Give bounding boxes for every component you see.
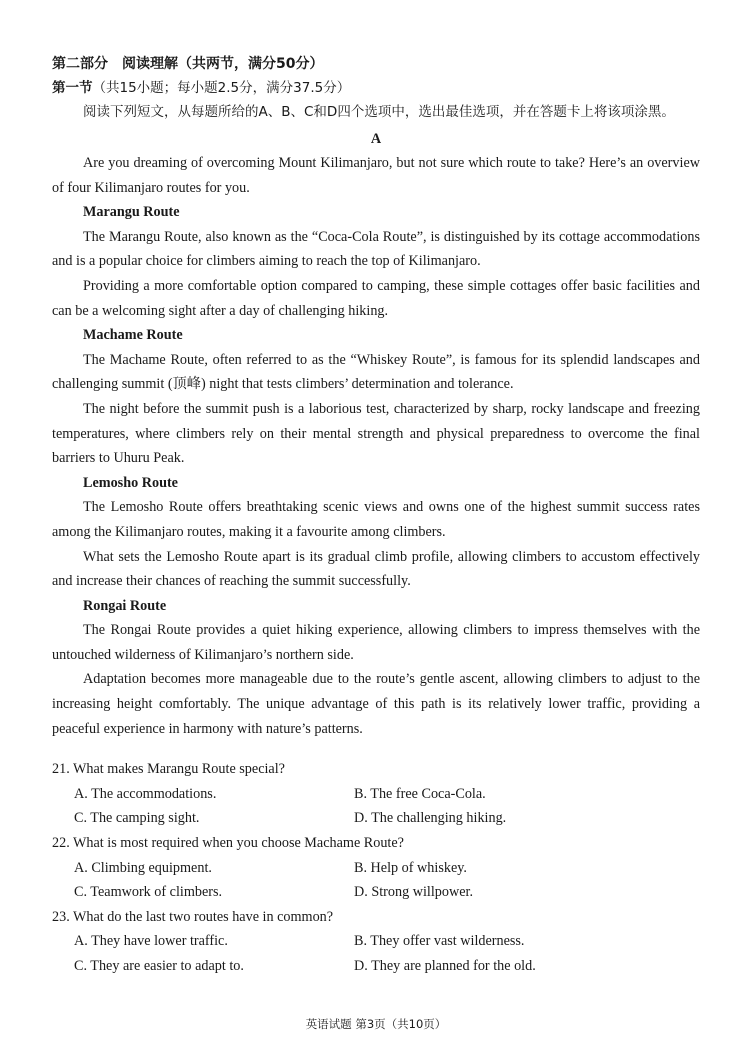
option-c: C. Teamwork of climbers.: [74, 884, 223, 901]
option-row: [52, 856, 700, 881]
route-section: [52, 594, 700, 742]
part-heading: 第二部分 阅读理解（共两节，满分50分）: [52, 56, 324, 72]
route-paragraph: The Lemosho Route offers breathtaking scenic views and owns one of the highest summit success rates among the Kilimanjaro routes, making it a favourite among climbers.: [52, 499, 700, 540]
section-title: 第一节: [52, 80, 93, 96]
page-footer: 英语试题 第3页（共10页）: [305, 1017, 447, 1031]
route-title: Lemosho Route: [83, 474, 178, 491]
route-title: Rongai Route: [83, 597, 167, 614]
section-heading: [52, 76, 700, 100]
route-paragraph: What sets the Lemosho Route apart is its gradual climb profile, allowing climbers to accustom effectively and increase their chances of reaching the summit successfully.: [52, 548, 700, 590]
option-row: [52, 954, 700, 979]
route-title: Marangu Route: [83, 204, 180, 221]
option-d: D. Strong willpower.: [354, 884, 474, 901]
route-section: [52, 471, 700, 594]
question-stem: 23. What do the last two routes have in common?: [52, 908, 334, 925]
route-paragraph: The night before the summit push is a laborious test, characterized by sharp, rocky landscape and freezing temperatures, where climbers rely on their mental strength and physical preparedness to overcome the final barriers to Uhuru Peak.: [52, 400, 700, 467]
instructions: 阅读下列短文，从每题所给的A、B、C和D四个选项中，选出最佳选项，并在答题卡上将该项涂黑。: [83, 104, 675, 120]
option-a: A. Climbing equipment.: [74, 859, 212, 876]
option-d: D. The challenging hiking.: [354, 810, 507, 827]
option-a: A. They have lower traffic.: [74, 933, 228, 950]
option-b: B. The free Coca-Cola.: [354, 785, 486, 802]
option-b: B. Help of whiskey.: [354, 859, 467, 876]
option-row: [52, 929, 700, 954]
route-paragraph: Adaptation becomes more manageable due to the route’s gentle ascent, allowing climbers to adjust to the increasing height comfortably. The unique advantage of this path is its relatively lower traffic, providing a peaceful experience in harmony with nature’s patterns.: [52, 671, 700, 737]
route-title: Machame Route: [83, 327, 183, 344]
route-paragraph: The Rongai Route provides a quiet hiking experience, allowing climbers to impress themselves with the untouched wilderness of Kilimanjaro’s northern side.: [52, 622, 700, 663]
question: [52, 831, 700, 905]
route-paragraph: Providing a more comfortable option compared to camping, these simple cottages offer basic facilities and can be a welcoming sight after a day of challenging hiking.: [52, 277, 700, 319]
option-c: C. They are easier to adapt to.: [74, 958, 244, 974]
passage-intro: Are you dreaming of overcoming Mount Kilimanjaro, but not sure which route to take? Here’s an overview of four Kilimanjaro routes for you.: [52, 155, 700, 196]
route-paragraph: The Marangu Route, also known as the “Coca-Cola Route”, is distinguished by its cottage accommodations and is a popular choice for climbers aiming to reach the top of Kilimanjaro.: [52, 228, 700, 270]
section-detail: （共15小题；每小题2.5分，满分37.5分）: [92, 80, 351, 96]
question-list: [52, 757, 700, 978]
question: [52, 905, 700, 979]
passage-label: A: [370, 130, 382, 147]
option-c: C. The camping sight.: [74, 810, 200, 827]
question-stem: 21. What makes Marangu Route special?: [52, 761, 285, 778]
option-row: [52, 782, 700, 807]
route-section: [52, 200, 700, 323]
option-b: B. They offer vast wilderness.: [354, 933, 525, 950]
option-d: D. They are planned for the old.: [354, 958, 536, 974]
route-paragraph: The Machame Route, often referred to as the “Whiskey Route”, is famous for its splendid landscapes and challenging summit (顶峰) night that tests climbers’ determination and tolerance.: [52, 351, 700, 393]
option-a: A. The accommodations.: [74, 785, 217, 802]
option-row: [52, 806, 700, 831]
option-row: [52, 880, 700, 905]
route-section: [52, 323, 700, 471]
question-stem: 22. What is most required when you choose Machame Route?: [52, 835, 404, 852]
question: [52, 757, 700, 831]
exam-page: [52, 50, 700, 979]
